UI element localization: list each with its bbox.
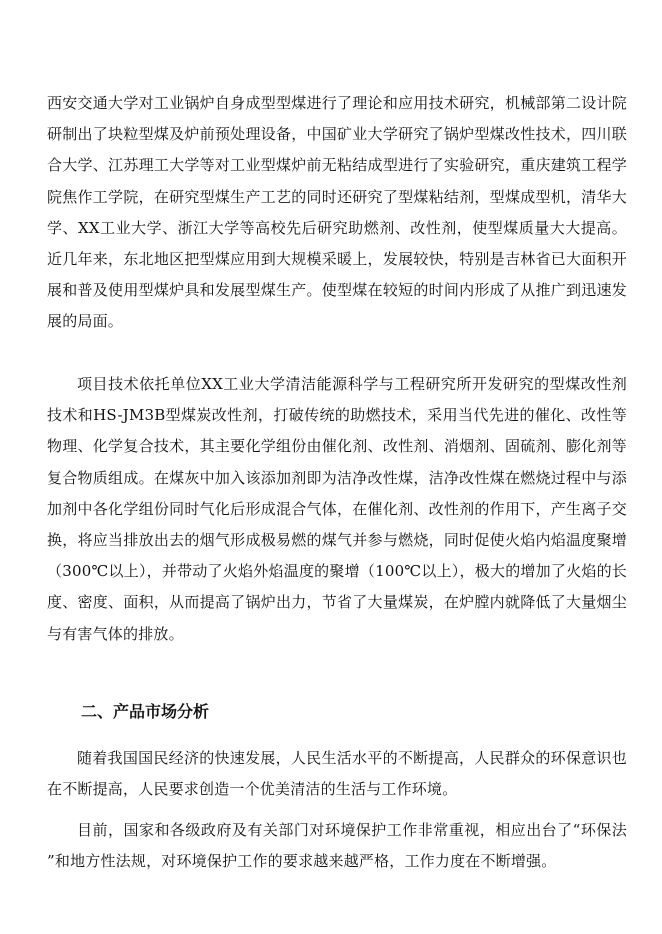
body-paragraph-environmental-policy: 目前，国家和各级政府及有关部门对环境保护工作非常重视，相应出台了“环保法 ”和地方性法规，对环境保护工作的要求越来越严格，工作力度在不断增强。 bbox=[47, 821, 627, 871]
section-heading-market-analysis: 二、产品市场分析 bbox=[81, 702, 210, 721]
body-paragraph-project-technology: 项目技术依托单位XX工业大学清洁能源科学与工程研究所开发研究的型煤改性剂技术和HS-JM3B型煤炭改性剂，打破传统的助燃技术，采用当代先进的催化、改性等物理、化学复合技术，其主要化学组份由催化剂、改性剂、消烟剂、固硫剂、膨化剂等复合物质组成。在煤灰中加入该添加剂即为洁净改性煤，洁净改性煤在燃烧过程中与添加剂中各化学组份同时气化后形成混合气体，在催化剂、改性剂的作用下，产生离子交换，将应当排放出去的烟气形成极易燃的煤气并参与燃烧，同时促使火焰内焰温度聚增（300℃以上），并带动了火焰外焰温度的聚增（100℃以上），极大的增加了火焰的长度、密度、面积，从而提高了锅炉出力，节省了大量煤炭，在炉膛内就降低了大量烟尘与有害气体的排放。 bbox=[47, 375, 627, 643]
body-paragraph-economic-development: 随着我国国民经济的快速发展，人民生活水平的不断提高，人民群众的环保意识也在不断提高，人民要求创造一个优美清洁的生活与工作环境。 bbox=[47, 749, 627, 799]
body-paragraph-research-history: 西安交通大学对工业锅炉自身成型型煤进行了理论和应用技术研究，机械部第二设计院研制出了块粒型煤及炉前预处理设备，中国矿业大学研究了锅炉型煤改性技术，四川联合大学、江苏理工大学等对工业型煤炉前无粘结成型进行了实验研究，重庆建筑工程学院焦作工学院，在研究型煤生产工艺的同时还研究了型煤粘结剂，型煤成型机，清华大学、XX工业大学、浙江大学等高校先后研究助燃剂、改性剂，使型煤质量大大提高。近几年来，东北地区把型煤应用到大规模采暖上，发展较快，特别是吉林省已大面积开展和普及使用型煤炉具和发展型煤生产。使型煤在较短的时间内形成了从推广到迅速发展的局面。 bbox=[47, 94, 627, 331]
